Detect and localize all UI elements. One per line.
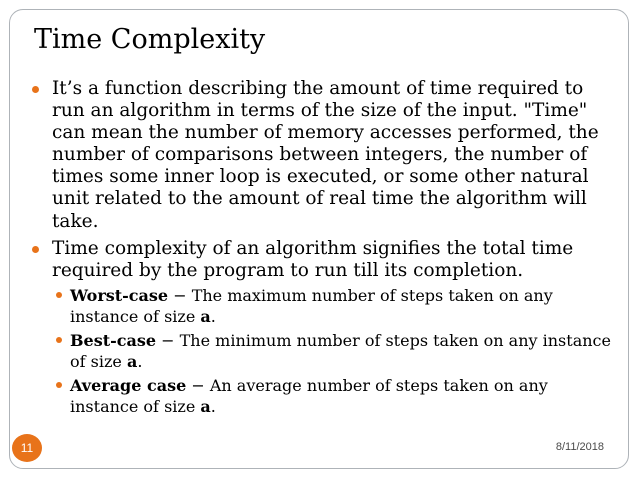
- sub-bullet-best-case: [24, 330, 616, 372]
- bullet-definition-text: It’s a function describing the amount of time required to run an algorithm in terms of the size of the input. "Time" can mean the number of memory accesses performed, the number of comparisons between integers, the number of times some inner loop is executed, or some other natural unit related to the amount of real time the algorithm will take.: [52, 78, 599, 232]
- slide-title: Time Complexity: [34, 24, 266, 55]
- slide-date: 8/11/2018: [555, 441, 604, 453]
- best-case-text: − The minimum number of steps taken on any instance of size: [70, 330, 611, 371]
- sub-bullet-dot-icon: [56, 337, 62, 343]
- bullet-significance: [24, 238, 616, 282]
- bullet-definition: [24, 78, 616, 233]
- bullet-significance-text: Time complexity of an algorithm signifies the total time required by the program to run till its completion.: [52, 237, 574, 281]
- average-case-var: a: [200, 396, 211, 416]
- worst-case-text: − The maximum number of steps taken on any instance of size: [70, 285, 553, 326]
- sub-bullet-average-case: [24, 375, 616, 417]
- best-case-end: .: [137, 351, 143, 371]
- page-number-badge: 11: [12, 434, 42, 462]
- worst-case-term: Worst-case: [70, 285, 169, 305]
- sub-bullet-worst-case: [24, 285, 616, 327]
- worst-case-end: .: [210, 306, 216, 326]
- average-case-text: − An average number of steps taken on any instance of size: [70, 375, 548, 416]
- bullet-dot-icon: [32, 246, 39, 253]
- best-case-term: Best-case: [70, 330, 157, 350]
- sub-bullet-dot-icon: [56, 292, 62, 298]
- best-case-var: a: [126, 351, 138, 371]
- worst-case-var: a: [200, 306, 211, 326]
- sub-bullet-dot-icon: [56, 382, 62, 388]
- average-case-term: Average case: [70, 375, 187, 395]
- bullet-dot-icon: [32, 86, 39, 93]
- slide-content: [24, 78, 616, 417]
- average-case-end: .: [210, 396, 216, 416]
